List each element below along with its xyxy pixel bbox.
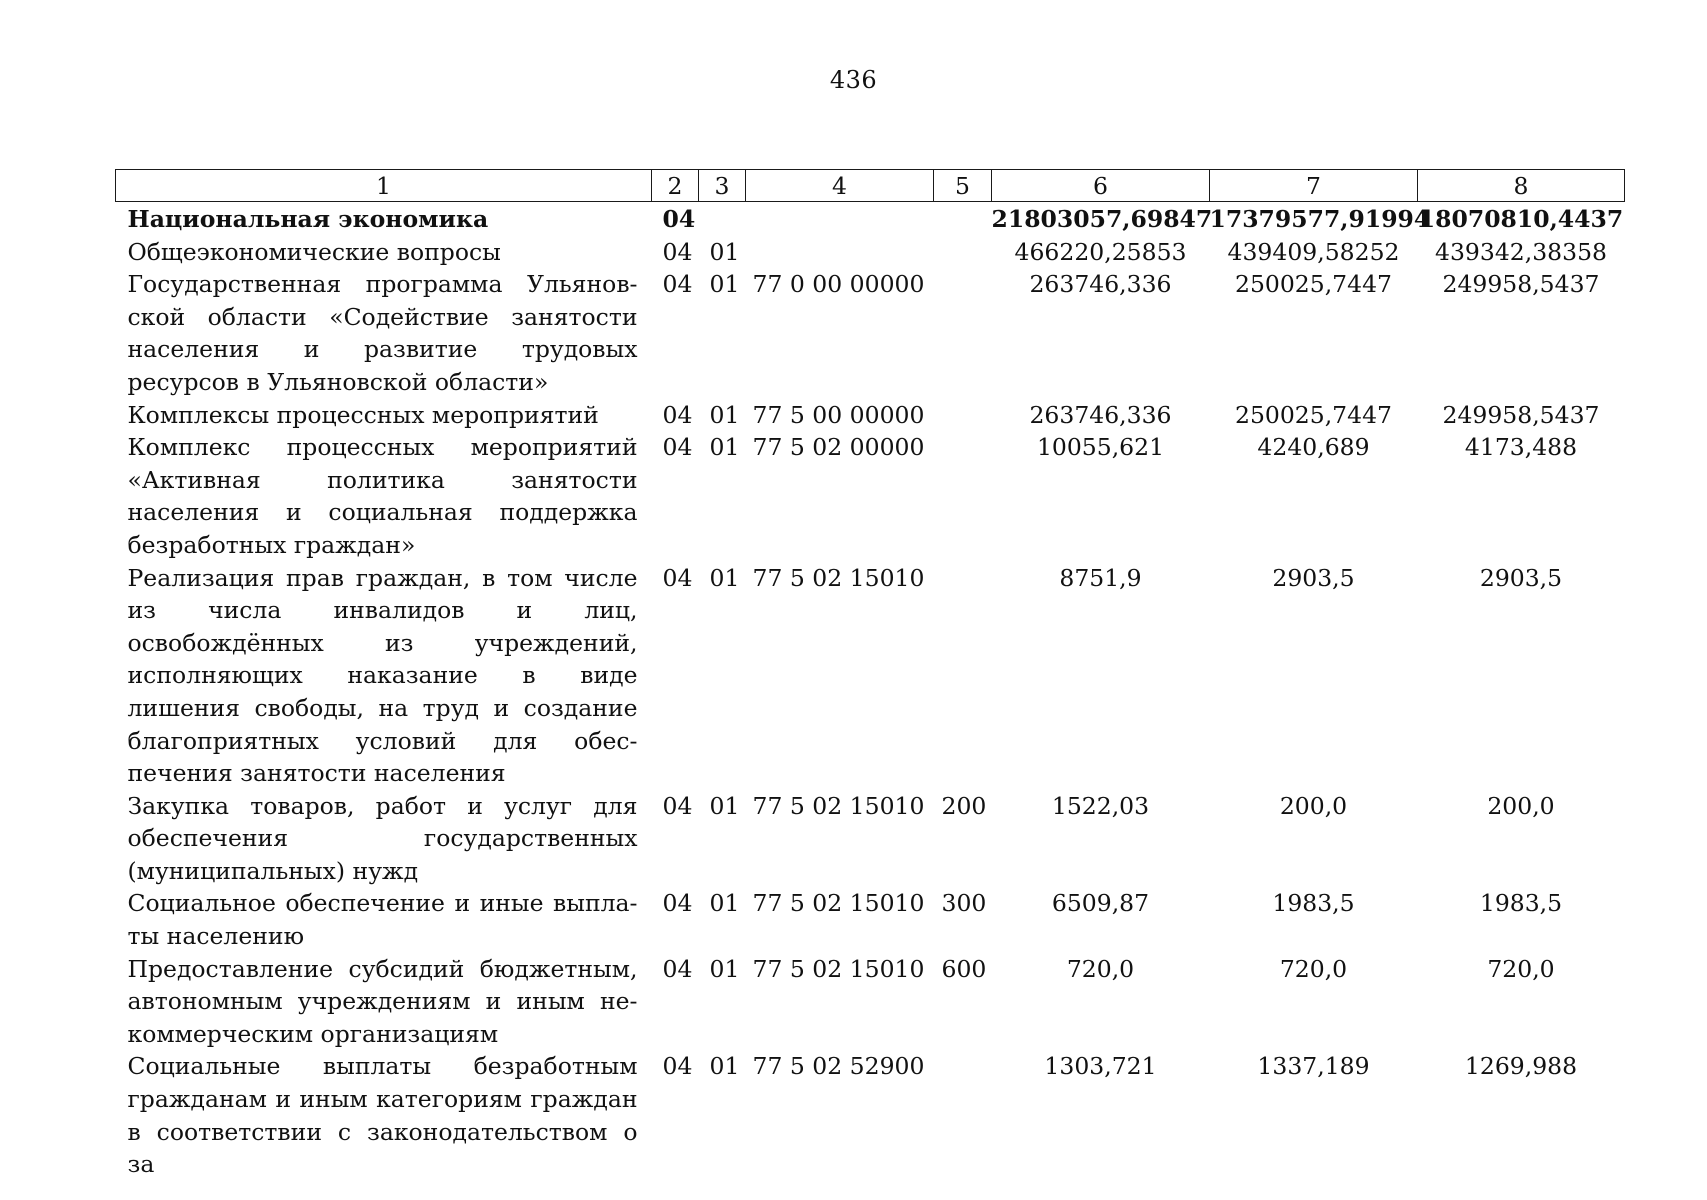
expense-type-code bbox=[934, 202, 992, 236]
section-code: 04 bbox=[662, 954, 693, 983]
amount-column-8: 249958,5437 bbox=[1442, 400, 1600, 429]
table-row bbox=[116, 399, 1625, 432]
amount-column-8: 18070810,4437 bbox=[1418, 205, 1624, 233]
expense-name: Комплекс процессных мероприятий «Активная политика занятости населения и социальная поддержка безработных граждан» bbox=[127, 433, 638, 559]
section-code: 04 bbox=[662, 791, 693, 820]
table-row bbox=[116, 790, 1625, 888]
amount-column-8: 1983,5 bbox=[1479, 889, 1563, 918]
expense-type-code bbox=[934, 431, 992, 561]
expense-name: Закупка товаров, работ и услуг для обеспечения государственных (муниципальных) нужд bbox=[127, 791, 638, 885]
amount-column-7: 720,0 bbox=[1279, 954, 1348, 983]
subsection-code: 01 bbox=[709, 237, 740, 266]
column-number-7: 7 bbox=[1210, 170, 1418, 202]
column-number-3: 3 bbox=[699, 170, 746, 202]
header-row bbox=[116, 170, 1625, 202]
expense-type-code bbox=[934, 399, 992, 432]
section-code: 04 bbox=[662, 205, 696, 233]
target-article-code: 77 5 02 52900 bbox=[752, 1052, 925, 1081]
amount-column-6: 21803057,69847 bbox=[991, 205, 1213, 233]
table-row bbox=[116, 431, 1625, 561]
amount-column-8: 720,0 bbox=[1487, 954, 1555, 983]
subsection-code: 01 bbox=[709, 563, 740, 592]
subsection-code: 01 bbox=[709, 1052, 740, 1081]
amount-column-6: 466220,25853 bbox=[1014, 237, 1187, 266]
target-article-code: 77 5 02 00000 bbox=[752, 433, 925, 462]
expense-name: Реализация прав граждан, в том числе из числа инвалидов и лиц, освобождённых из учреждений, исполняющих наказание в виде лишения свободы, на труд и создание благоприятных условий для обеспечения занятости населения bbox=[127, 563, 638, 788]
amount-column-6: 8751,9 bbox=[1059, 563, 1142, 592]
section-code: 04 bbox=[662, 237, 693, 266]
expense-name: Государственная программа Ульяновской области «Содействие занятости населения и развитие трудовых ресурсов в Ульяновской области» bbox=[127, 270, 638, 396]
amount-column-7: 17379577,91994 bbox=[1209, 205, 1431, 233]
amount-column-8: 200,0 bbox=[1487, 791, 1555, 820]
expense-type-code bbox=[934, 1050, 992, 1180]
table-row bbox=[116, 236, 1625, 269]
target-article-code: 77 0 00 00000 bbox=[752, 270, 925, 299]
amount-column-7: 200,0 bbox=[1279, 791, 1348, 820]
expense-type-code: 600 bbox=[941, 954, 987, 983]
budget-table bbox=[115, 169, 1625, 1181]
amount-column-7: 1337,189 bbox=[1257, 1052, 1370, 1081]
expense-type-code bbox=[934, 268, 992, 398]
target-article-code bbox=[746, 202, 934, 236]
subsection-code: 01 bbox=[709, 791, 740, 820]
section-code: 04 bbox=[662, 563, 693, 592]
table-row bbox=[116, 953, 1625, 1051]
table-row bbox=[116, 562, 1625, 790]
section-code: 04 bbox=[662, 270, 693, 299]
subsection-code bbox=[699, 202, 746, 236]
table-row bbox=[116, 887, 1625, 952]
section-code: 04 bbox=[662, 1052, 693, 1081]
amount-column-6: 263746,336 bbox=[1029, 270, 1172, 299]
expense-name: Комплексы процессных мероприятий bbox=[127, 400, 599, 429]
amount-column-8: 249958,5437 bbox=[1442, 270, 1600, 299]
target-article-code: 77 5 02 15010 bbox=[752, 563, 925, 592]
column-number-1: 1 bbox=[116, 170, 652, 202]
expense-type-code bbox=[934, 562, 992, 790]
amount-column-6: 720,0 bbox=[1066, 954, 1135, 983]
subsection-code: 01 bbox=[709, 433, 740, 462]
target-article-code: 77 5 02 15010 bbox=[752, 889, 925, 918]
amount-column-7: 250025,7447 bbox=[1235, 270, 1392, 299]
section-code: 04 bbox=[662, 433, 693, 462]
amount-column-8: 439342,38358 bbox=[1435, 237, 1607, 266]
expense-type-code bbox=[934, 236, 992, 269]
target-article-code: 77 5 02 15010 bbox=[752, 954, 925, 983]
table-body bbox=[116, 202, 1625, 1181]
amount-column-8: 2903,5 bbox=[1479, 563, 1563, 592]
table-row bbox=[116, 268, 1625, 398]
amount-column-6: 6509,87 bbox=[1051, 889, 1150, 918]
amount-column-6: 263746,336 bbox=[1029, 400, 1172, 429]
amount-column-6: 10055,621 bbox=[1036, 433, 1165, 462]
table-row bbox=[116, 1050, 1625, 1180]
amount-column-7: 2903,5 bbox=[1272, 563, 1355, 592]
column-number-4: 4 bbox=[746, 170, 934, 202]
amount-column-8: 4173,488 bbox=[1464, 433, 1578, 462]
expense-name: Общеэкономические вопросы bbox=[127, 237, 501, 266]
target-article-code: 77 5 00 00000 bbox=[752, 400, 925, 429]
amount-column-8: 1269,988 bbox=[1464, 1052, 1578, 1081]
amount-column-7: 1983,5 bbox=[1272, 889, 1355, 918]
expense-name: Социальные выплаты безработным гражданам и иным категориям граждан в соответствии с законодательством о за bbox=[127, 1052, 638, 1179]
table-row bbox=[116, 202, 1625, 236]
subsection-code: 01 bbox=[709, 400, 740, 429]
expense-type-code: 200 bbox=[941, 791, 987, 820]
column-number-8: 8 bbox=[1418, 170, 1625, 202]
section-code: 04 bbox=[662, 889, 693, 918]
column-number-5: 5 bbox=[934, 170, 992, 202]
subsection-code: 01 bbox=[709, 889, 740, 918]
expense-name: Национальная экономика bbox=[127, 205, 489, 233]
subsection-code: 01 bbox=[709, 270, 740, 299]
subsection-code: 01 bbox=[709, 954, 740, 983]
amount-column-7: 439409,58252 bbox=[1227, 237, 1400, 266]
target-article-code: 77 5 02 15010 bbox=[752, 791, 925, 820]
expense-type-code: 300 bbox=[941, 889, 987, 918]
expense-name: Предоставление субсидий бюджетным, автономным учреждениям и иным некоммерческим организациям bbox=[127, 954, 638, 1048]
expense-name: Социальное обеспечение и иные выплаты населению bbox=[127, 889, 638, 951]
amount-column-7: 4240,689 bbox=[1257, 433, 1370, 462]
column-number-6: 6 bbox=[992, 170, 1210, 202]
amount-column-6: 1522,03 bbox=[1051, 791, 1150, 820]
column-number-2: 2 bbox=[652, 170, 699, 202]
amount-column-6: 1303,721 bbox=[1044, 1052, 1157, 1081]
amount-column-7: 250025,7447 bbox=[1235, 400, 1392, 429]
column-number-header bbox=[116, 170, 1625, 202]
section-code: 04 bbox=[662, 400, 693, 429]
target-article-code bbox=[746, 236, 934, 269]
page-number: 436 bbox=[829, 66, 878, 94]
